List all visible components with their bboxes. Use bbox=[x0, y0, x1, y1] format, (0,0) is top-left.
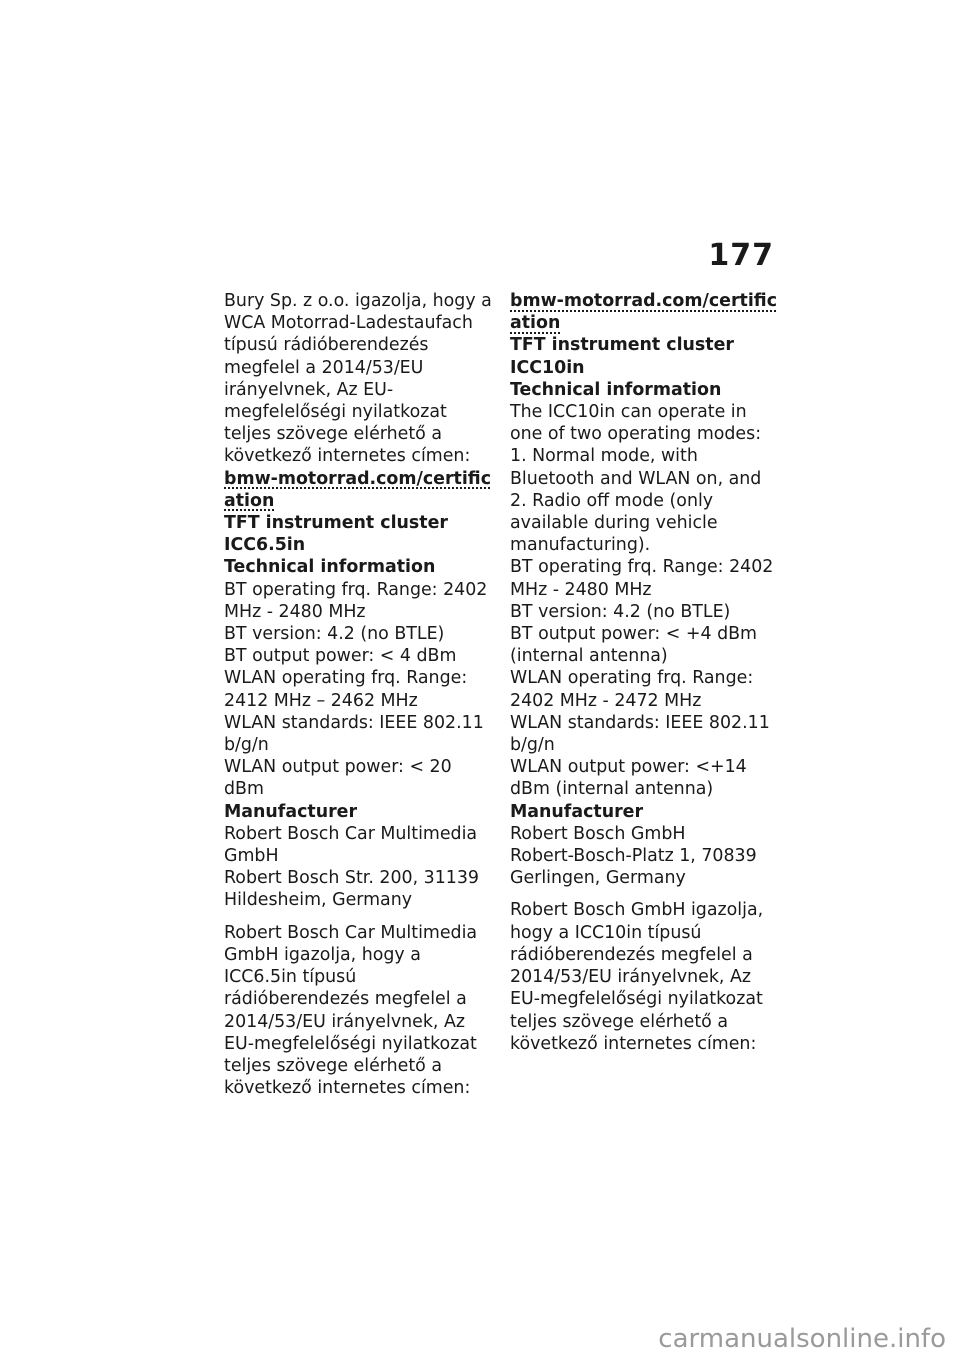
tech-line: WLAN operating frq. Range: 2402 MHz - 2472 MHz bbox=[510, 668, 754, 711]
technical-info-heading: Technical information bbox=[224, 557, 436, 578]
left-column bbox=[224, 290, 496, 1099]
tech-line: WLAN operating frq. Range: 2412 MHz – 2462 MHz bbox=[224, 668, 468, 711]
section-title: TFT instrument cluster ICC6.5in bbox=[224, 513, 448, 556]
mode-item: 1. Normal mode, with Bluetooth and WLAN on, and bbox=[510, 446, 762, 489]
tech-line: BT output power: < +4 dBm (internal antenna) bbox=[510, 624, 757, 667]
tech-line: WLAN output power: <+14 dBm (internal antenna) bbox=[510, 757, 747, 800]
tech-line: BT operating frq. Range: 2402 MHz - 2480 MHz bbox=[224, 579, 488, 622]
modes-intro: The ICC10in can operate in one of two operating modes: bbox=[510, 402, 762, 445]
page-number: 177 bbox=[708, 238, 774, 273]
certification-link[interactable]: bmw-motorrad.com/certification bbox=[224, 468, 492, 511]
manufacturer-line: Robert Bosch Car Multimedia GmbH bbox=[224, 823, 478, 867]
manufacturer-heading: Manufacturer bbox=[510, 801, 644, 822]
manufacturer-line: Robert Bosch Str. 200, 31139 Hildesheim, Germany bbox=[224, 868, 479, 911]
manufacturer-heading: Manufacturer bbox=[224, 801, 358, 822]
tech-line: BT output power: < 4 dBm bbox=[224, 646, 457, 667]
right-column bbox=[510, 290, 782, 1055]
declaration-paragraph: Robert Bosch GmbH igazolja, hogy a ICC10in típusú rádióberendezés megfelel a 2014/53/EU irányelvnek, Az EU-megfelelőségi nyilatkozat teljes szövege elérhető a következő internetes címen: bbox=[510, 900, 764, 1054]
manufacturer-line: Robert-Bosch-Platz 1, 70839 Gerlingen, Germany bbox=[510, 846, 757, 889]
mode-item: 2. Radio off mode (only available during vehicle manufacturing). bbox=[510, 490, 718, 556]
declaration-paragraph: Robert Bosch Car Multimedia GmbH igazolja, hogy a ICC6.5in típusú rádióberendezés megfelel a 2014/53/EU irányelvnek, Az EU-megfelelőségi nyilatkozat teljes szövege elérhető a következő internetes címen: bbox=[224, 922, 478, 1099]
tech-line: BT version: 4.2 (no BTLE) bbox=[224, 624, 445, 645]
tech-line: WLAN output power: < 20 dBm bbox=[224, 757, 452, 800]
technical-info-heading: Technical information bbox=[510, 379, 722, 400]
section-title: TFT instrument cluster ICC10in bbox=[510, 335, 734, 378]
tech-line: WLAN standards: IEEE 802.11 b/g/n bbox=[510, 712, 770, 756]
certification-link[interactable]: bmw-motorrad.com/certification bbox=[510, 291, 778, 334]
watermark-text: carmanualsonline.info bbox=[658, 1324, 946, 1354]
tech-line: WLAN standards: IEEE 802.11 b/g/n bbox=[224, 712, 484, 756]
intro-paragraph: Bury Sp. z o.o. igazolja, hogy a WCA Motorrad-Ladestaufach típusú rádióberendezés megfelel a 2014/53/EU irányelvnek, Az EU-megfelelőségi nyilatkozat teljes szövege elérhető a következő internetes címen: bbox=[224, 291, 492, 467]
manufacturer-line: Robert Bosch GmbH bbox=[510, 823, 686, 844]
tech-line: BT version: 4.2 (no BTLE) bbox=[510, 601, 731, 622]
tech-line: BT operating frq. Range: 2402 MHz - 2480 MHz bbox=[510, 557, 774, 600]
